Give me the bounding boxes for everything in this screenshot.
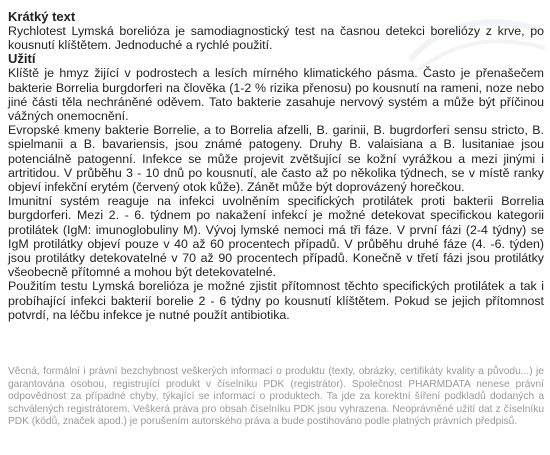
usage-paragraph-4: Použitím testu Lymská borelióza je možné zjistit přítomnost těchto specifických protilátek a tak i probíhající infekci bakterií borelie 2 - 6 týdny po kousnutí klíštětem. Pokud se jejich přítomnost potvrdí, na léčbu infekce je nutné použít antibiotika.: [8, 279, 544, 322]
legal-disclaimer: Věcná, formální i právní bezchybnost veškerých informací o produktu (texty, obrázky, certifikáty kvality a původu...) je garantována osobou, registrující produkt v číselníku PDK (registrátor). Společnost PHARMDATA nenese právní odpovědnost za případné chyby, týkající se informací o produktech. Ta jde za korektní šíření podkladů dodaných a schválených registrátorem. Veškerá práva pro obsah číselníku PDK jsou vyhrazena. Neoprávněné užití dat z číselníku PDK (kódů, značek apod.) je porušením autorského práva a bude postihováno podle platných právních předpisů.: [8, 366, 544, 428]
usage-paragraph-1: Klíště je hmyz žijící v podrostech a lesích mírného klimatického pásma. Často je přenašečem bakterie Borrelia burgdorferi na člověka (1-2 % rizika přenosu) po kousnutí na rameni, noze nebo jiné části těla nechráněné oděvem. Tato bakterie zasahuje nervový systém a může být příčinou vážných onemocnění.: [8, 66, 544, 124]
short-text-body: Rychlotest Lymská borelióza je samodiagnostický test na časnou detekci boreliózy z krve, po kousnutí klíštětem. Jednoduché a rychlé použití.: [8, 24, 544, 53]
short-text-heading: Krátký text: [8, 9, 76, 24]
usage-paragraph-2: Evropské kmeny bakterie Borrelie, a to Borrelia afzelli, B. garinii, B. bugrdorferi sensu stricto, B. spielmanii a B. bavariensis, jsou známé patogeny. Druhy B. valaisiana a B. lusitaniae jsou potenciálně patogenní. Infekce se může projevit zvětšující se kožní vyrážkou a mezi jinými i artritidou. V průběhu 3 - 10 dnů po kousnutí, ale často až po několika týdnech, se v místě ranky objeví infekční erytém (červený otok kůže). Zánět může být doprovázený horečkou.: [8, 123, 544, 195]
product-text: [8, 10, 544, 322]
usage-paragraph-3: Imunitní systém reaguje na infekci uvolněním specifických protilátek proti bakterii Borrelia burgdorferi. Mezi 2. - 6. týdnem po nakažení infekcí je možné detekovat specifickou kategorii protilátek (IgM: imunoglobuliny M). Vývoj lymské nemoci má tři fáze. V první fázi (2-4 týdny) se IgM protilátky objeví pouze v 40 až 60 procentech případů. V průběhu druhé fáze (4. -6. týden) jsou protilátky detekovatelné v 70 až 90 procentech případů. Konečně v třetí fázi jsou protilátky všeobecně přítomné a mohou být detekovatelné.: [8, 194, 544, 280]
usage-heading: Užití: [8, 51, 36, 67]
